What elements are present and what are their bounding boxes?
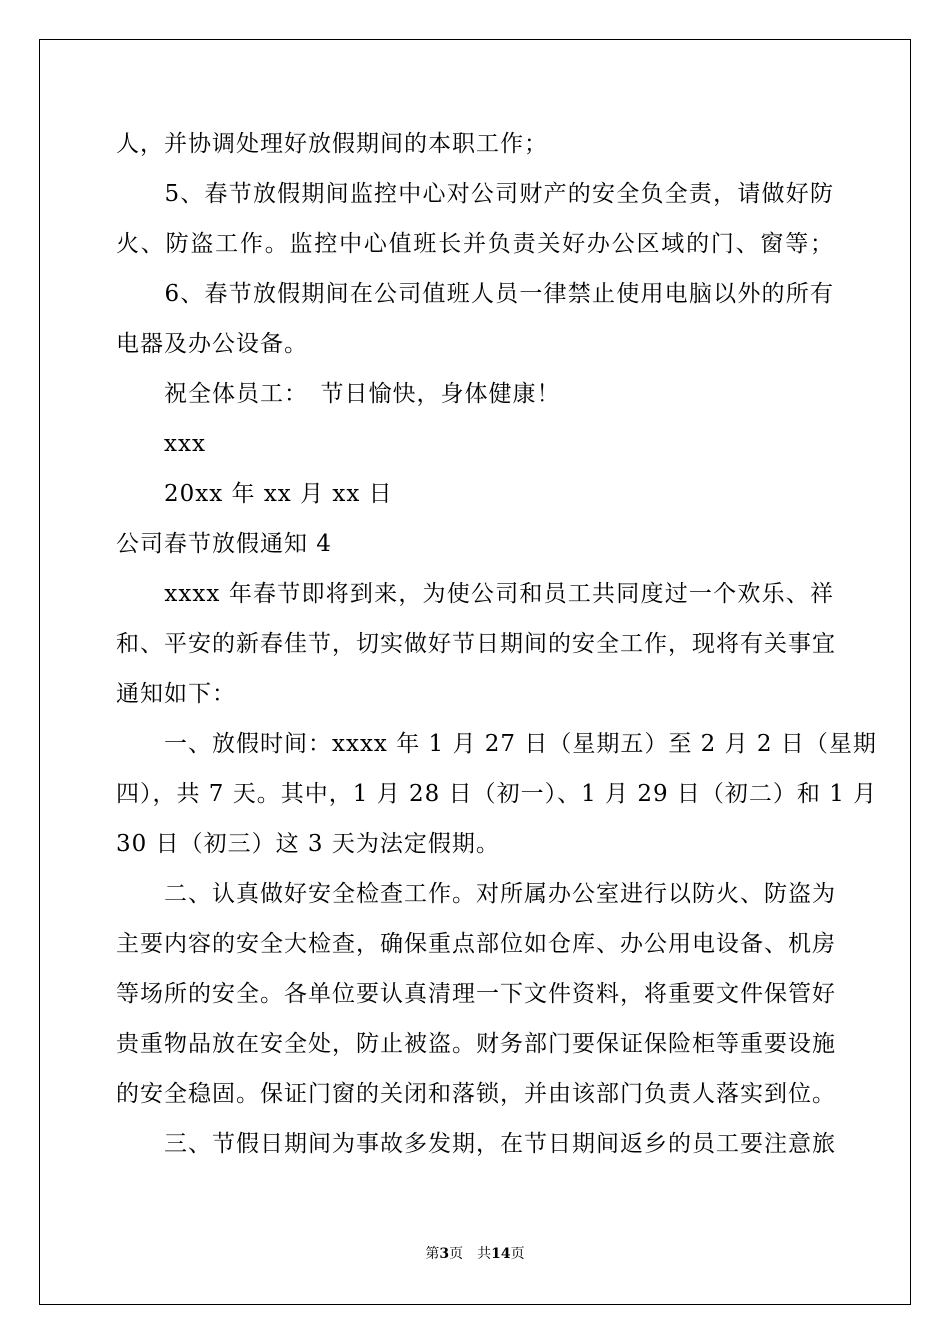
date-line: 20xx 年 xx 月 xx 日	[116, 481, 393, 507]
footer-mid: 页 共	[449, 1246, 492, 1262]
text-line: 主要内容的安全大检查，确保重点部位如仓库、办公用电设备、机房	[116, 931, 836, 957]
text-line: 的安全稳固。保证门窗的关闭和落锁，并由该部门负责人落实到位。	[116, 1081, 836, 1107]
footer-suffix: 页	[510, 1246, 525, 1262]
text-line: 和、平安的新春佳节，切实做好节日期间的安全工作，现将有关事宜	[116, 631, 836, 657]
text-line: 火、防盗工作。监控中心值班长并负责关好办公区域的门、窗等；	[116, 231, 834, 257]
text-line: 四），共 7 天。其中，1 月 28 日（初一）、1 月 29 日（初二）和 1 月	[116, 781, 878, 807]
text-line: 贵重物品放在安全处，防止被盗。财务部门要保证保险柜等重要设施	[116, 1031, 836, 1057]
footer-prefix: 第	[425, 1246, 440, 1262]
text-line: xxxx 年春节即将到来，为使公司和员工共同度过一个欢乐、祥	[116, 581, 834, 607]
text-line: 5、春节放假期间监控中心对公司财产的安全负全责，请做好防	[116, 181, 834, 207]
text-line: 二、认真做好安全检查工作。对所属办公室进行以防火、防盗为	[116, 881, 836, 907]
text-line: 人，并协调处理好放假期间的本职工作；	[116, 131, 548, 157]
text-line: 30 日（初三）这 3 天为法定假期。	[116, 831, 500, 857]
section-title: 公司春节放假通知 4	[116, 531, 332, 557]
text-line: 三、节假日期间为事故多发期，在节日期间返乡的员工要注意旅	[116, 1131, 836, 1157]
page-footer	[0, 1244, 950, 1264]
text-line: 等场所的安全。各单位要认真清理一下文件资料，将重要文件保管好	[116, 981, 836, 1007]
footer-total-pages: 14	[491, 1246, 511, 1262]
footer-page-number: 3	[439, 1246, 450, 1262]
signature-line: xxx	[116, 431, 206, 457]
text-line: 电器及办公设备。	[116, 331, 308, 357]
text-line: 通知如下：	[116, 681, 236, 707]
text-line: 6、春节放假期间在公司值班人员一律禁止使用电脑以外的所有	[116, 281, 834, 307]
text-line: 祝全体员工： 节日愉快，身体健康！	[116, 381, 561, 407]
text-line: 一、放假时间：xxxx 年 1 月 27 日（星期五）至 2 月 2 日（星期	[116, 731, 877, 757]
